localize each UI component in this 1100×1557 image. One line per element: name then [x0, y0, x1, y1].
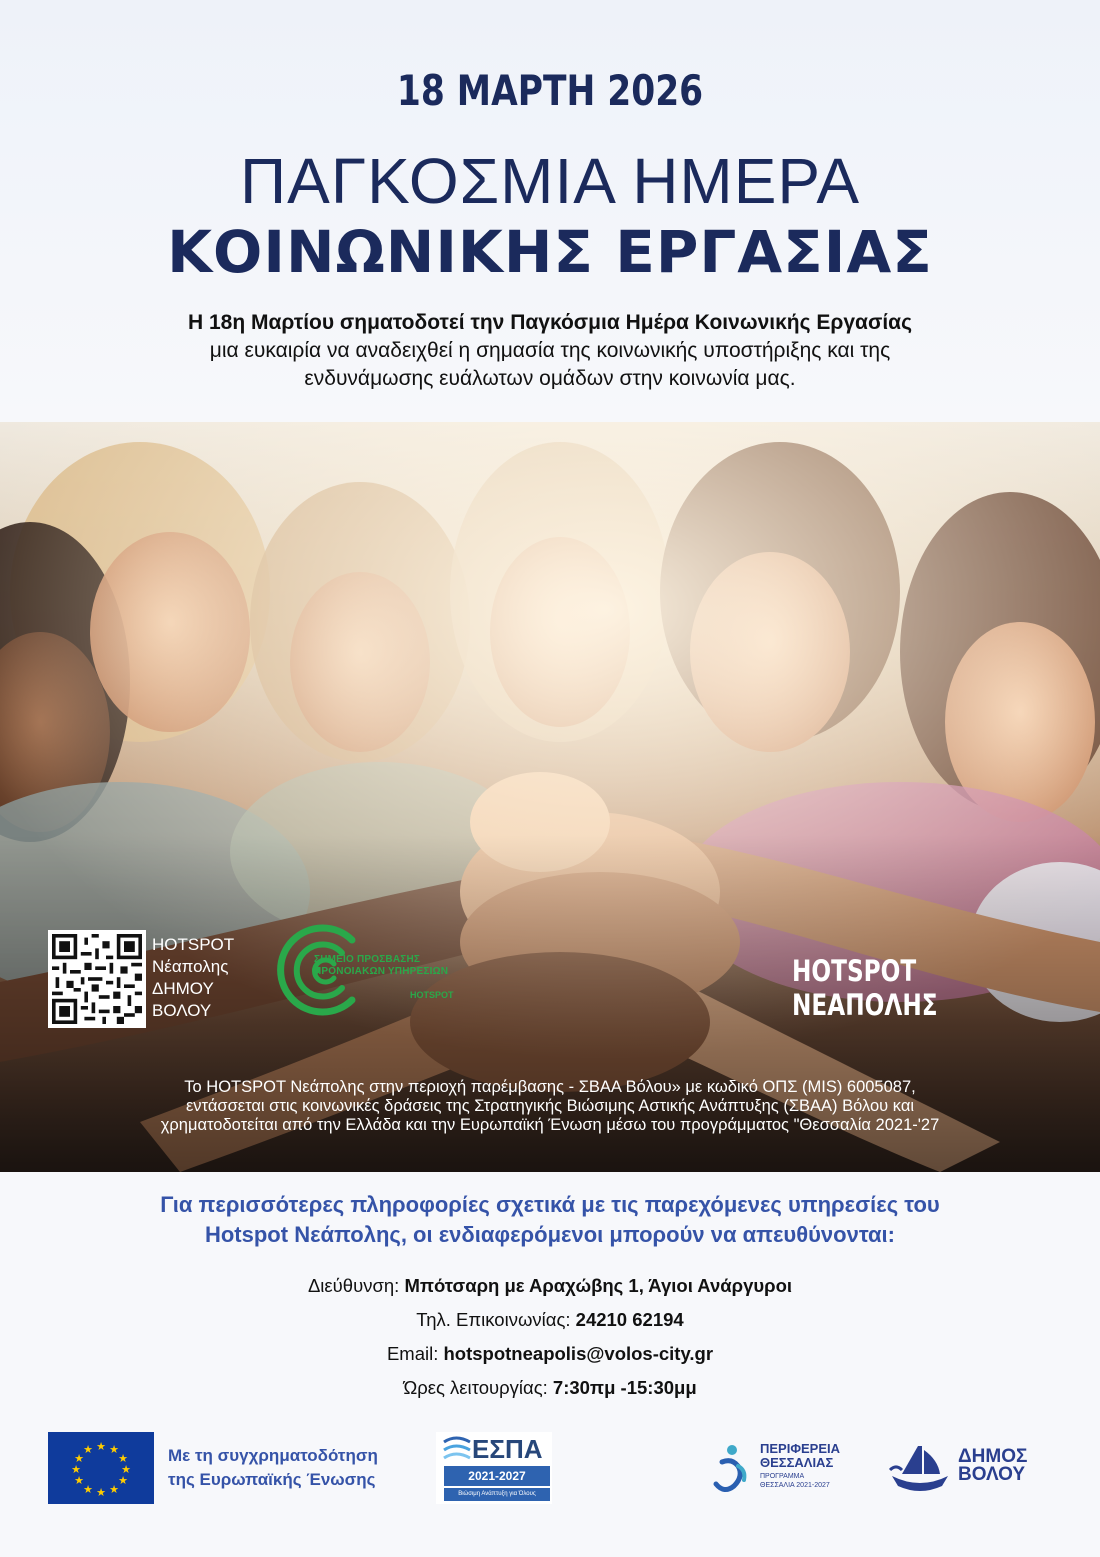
email-row [0, 1340, 1100, 1374]
region-line: ΠΕΡΙΦΕΡΕΙΑ [760, 1441, 841, 1456]
qr-code-icon [52, 934, 142, 1024]
region-name [760, 1442, 840, 1470]
qr-label-line: HOTSPOT [152, 935, 235, 954]
access-point-sub: HOTSPOT [410, 990, 454, 1000]
address-row [0, 1272, 1100, 1306]
title-line-2: ΚΟΙΝΩΝΙΚΗΣ ΕΡΓΑΣΙΑΣ [167, 218, 933, 286]
access-point-line: ΠΡΟΝΟΙΑΚΩΝ ΥΠΗΡΕΣΙΩΝ [314, 966, 449, 977]
hours-label: Ώρες λειτουργίας: [403, 1377, 553, 1398]
hours-row [0, 1374, 1100, 1408]
hands-together-photo [0, 422, 1100, 1172]
municipality-line: ΔΗΜΟΣ [958, 1446, 1028, 1467]
espa-title: ΕΣΠΑ [472, 1434, 543, 1464]
svg-text:★: ★ [109, 1483, 119, 1496]
phone-value[interactable]: 24210 62194 [575, 1309, 684, 1330]
eu-flag-icon [48, 1432, 154, 1504]
funding-line: εντάσσεται στις κοινωνικές δράσεις της Στρατηγικής Βιώσιμης Αστικής Ανάπτυξης (ΣΒΑΑ) Βόλου και [185, 1097, 915, 1115]
eu-text-line: Με τη συγχρηματοδότηση [168, 1446, 378, 1465]
info-heading-line: Hotspot Νεάπολης, οι ενδιαφερόμενοι μπορούν να απευθύνονται: [204, 1222, 895, 1247]
eu-cofunding-text [168, 1444, 378, 1492]
qr-label-line: ΒΟΛΟΥ [152, 1001, 212, 1020]
phone-label: Τηλ. Επικοινωνίας: [416, 1309, 576, 1330]
access-point-label [314, 954, 448, 978]
volos-ship-icon [888, 1440, 952, 1496]
espa-years: 2021-2027 [444, 1466, 550, 1486]
espa-tagline: Βιώσιμη Ανάπτυξη για Όλους [444, 1488, 550, 1501]
svg-text:★: ★ [118, 1452, 128, 1465]
intro-text [0, 309, 1100, 393]
svg-text:★: ★ [71, 1463, 81, 1476]
intro-line-3: ενδυνάμωσης ευάλωτων ομάδων στην κοινωνία μας. [304, 367, 796, 390]
event-date: 18 ΜΑΡΤΗ 2026 [396, 66, 704, 115]
qr-label-line: Νέαπολης [152, 957, 229, 976]
qr-label [152, 934, 234, 1022]
region-sub-line: ΠΡΟΓΡΑΜΜΑ [760, 1473, 805, 1480]
qr-label-line: ΔΗΜΟΥ [152, 979, 214, 998]
hours-value: 7:30πμ -15:30μμ [552, 1377, 697, 1398]
svg-text:★: ★ [74, 1474, 84, 1487]
svg-text:★: ★ [118, 1474, 128, 1487]
phone-row [0, 1306, 1100, 1340]
svg-text:★: ★ [96, 1486, 106, 1499]
municipality-line: ΒΟΛΟΥ [958, 1464, 1026, 1485]
intro-line-2: μια ευκαιρία να αναδειχθεί η σημασία της κοινωνικής υποστήριξης και της [209, 339, 891, 362]
qr-code[interactable] [48, 930, 146, 1028]
svg-text:★: ★ [74, 1452, 84, 1465]
contact-details [0, 1272, 1100, 1408]
thessaly-region-icon [708, 1440, 756, 1496]
photo-illustration [0, 422, 1100, 1172]
svg-text:★: ★ [96, 1440, 106, 1453]
svg-text:★: ★ [121, 1463, 131, 1476]
region-program [760, 1472, 830, 1490]
info-heading [0, 1190, 1100, 1250]
eu-text-line: της Ευρωπαϊκής Ένωσης [168, 1470, 376, 1489]
title-line-1: ΠΑΓΚΟΣΜΙΑ ΗΜΕΡΑ [239, 145, 861, 217]
intro-line-1: Η 18η Μαρτίου σηματοδοτεί την Παγκόσμια Ημέρα Κοινωνικής Εργασίας [188, 311, 912, 334]
svg-text:★: ★ [83, 1483, 93, 1496]
info-heading-line: Για περισσότερες πληροφορίες σχετικά με τις παρεχόμενες υπηρεσίες του [160, 1192, 940, 1217]
funding-line: Το HOTSPOT Νεάπολης στην περιοχή παρέμβασης - ΣΒΑΑ Βόλου» με κωδικό ΟΠΣ (MIS) 6005087, [184, 1078, 916, 1096]
svg-text:★: ★ [109, 1443, 119, 1456]
eu-stars-icon [48, 1432, 154, 1504]
email-value[interactable]: hotspotneapolis@volos-city.gr [443, 1343, 714, 1364]
address-label: Διεύθυνση: [307, 1275, 405, 1296]
access-point-line: ΣΗΜΕΙΟ ΠΡΟΣΒΑΣΗΣ [314, 954, 421, 965]
svg-text:★: ★ [83, 1443, 93, 1456]
region-sub-line: ΘΕΣΣΑΛΙΑ 2021-2027 [760, 1482, 830, 1489]
funding-statement [0, 1078, 1100, 1135]
funding-line: χρηματοδοτείται από την Ελλάδα και την Ευρωπαϊκή Ένωση μέσω του προγράμματος "Θεσσαλία 2021-'27 [160, 1116, 940, 1134]
hotspot-title: HOTSPOT ΝΕΑΠΟΛΗΣ [792, 954, 938, 1022]
municipality-name [958, 1448, 1027, 1484]
region-line: ΘΕΣΣΑΛΙΑΣ [760, 1455, 834, 1470]
address-value: Μπότσαρη με Αραχώβης 1, Άγιοι Ανάργυροι [404, 1275, 793, 1296]
email-label: Email: [386, 1343, 444, 1364]
